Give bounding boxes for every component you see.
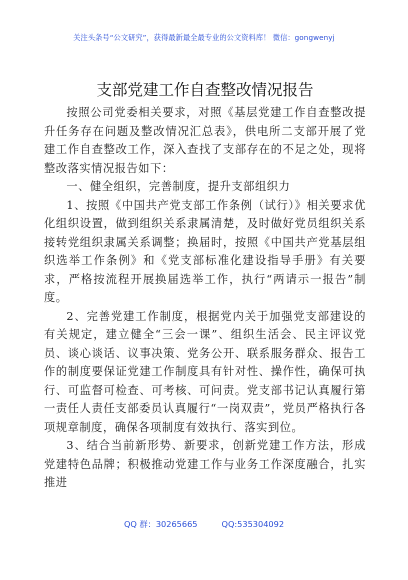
document-body [44, 80, 366, 493]
qq-group-text: QQ 群：30265665 [123, 519, 198, 529]
contact-footer [0, 519, 408, 530]
section-heading: 一、健全组织，完善制度，提升支部组织力 [66, 180, 291, 193]
paragraph-item-3: 3、结合当前新形势、新要求，创新党建工作方法，形成党建特色品牌；积极推动党建工作与业务工作深度融合，扎实推进 [44, 439, 366, 489]
paragraph-item-2: 2、完善党建工作制度，根据党内关于加强党支部建设的有关规定，建立健全“三会一课”、组织生活会、民主评议党员、谈心谈话、议事决策、党务公开、联系服务群众、报告工作的制度要保证党建工作制度具有针对性、操作性，确保可执行、可监督可检查、可考核、可问责。党支部书记认真履行第一责任人责任支部委员认真履行“一岗双责”，党员严格执行各项规章制度，确保各项制度有效执行、落实到位。 [44, 309, 366, 434]
intro-paragraph: 按照公司党委相关要求，对照《基层党建工作自查整改提升任务存在问题及整改情况汇总表》，供电所二支部开展了党建工作自查整改工作，深入查找了支部存在的不足之处，现将整改落实情况报告如下： [44, 106, 366, 175]
document-title: 支部党建工作自查整改情况报告 [96, 81, 314, 99]
promo-banner: 关注头条号“公文研究”，获得最新最全最专业的公文资料库！ 微信：gongwenyj [73, 33, 335, 42]
qq-number-text: QQ:535304092 [221, 519, 285, 529]
paragraph-item-1: 1、按照《中国共产党支部工作条例（试行）》相关要求优化组织设置，做到组织关系隶属清楚，及时做好党员组织关系接转党组织隶属关系调整；换届时，按照《中国共产党基层组织选举工作条例》和《党支部标准化建设指导手册》有关要求，严格按流程开展换届选举工作，执行“两请示一报告”制度。 [44, 198, 366, 304]
